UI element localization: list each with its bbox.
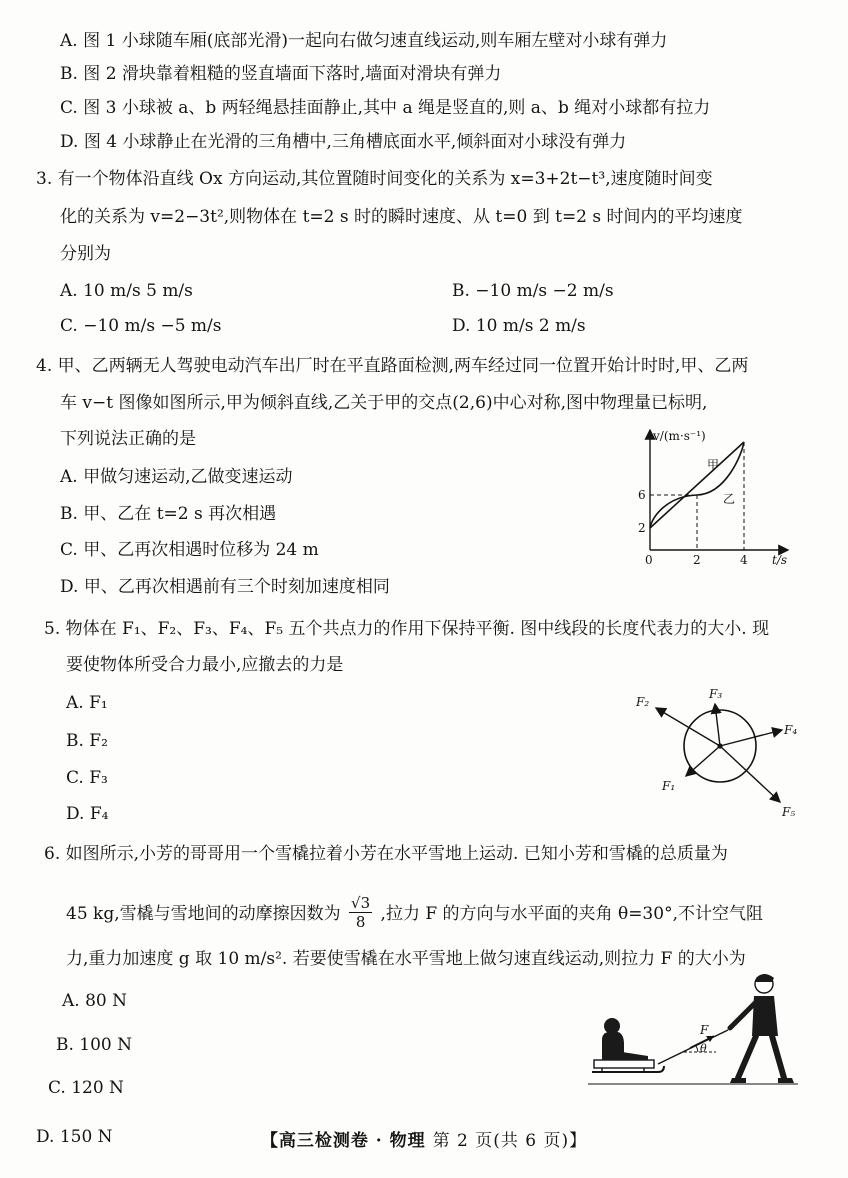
footer-page-number: 第 2 页(共 6 页)】 [432, 1131, 588, 1151]
q4-graph-origin: 0 [645, 553, 653, 565]
q5-option-d: D. F₄ [66, 804, 109, 824]
q4-graph-x-label: t/s [772, 553, 788, 565]
q4-graph-line-jia [650, 442, 744, 528]
q6-stem-line-1: 6. 如图所示,小芳的哥哥用一个雪橇拉着小芳在水平雪地上运动. 已知小芳和雪橇的总质量为 [44, 844, 728, 864]
q4-option-c: C. 甲、乙再次相遇时位移为 24 m [60, 540, 319, 560]
q6-stem-line-2-pre: 45 kg,雪橇与雪地间的动摩擦因数为 [66, 904, 341, 924]
q4-stem-line-1: 4. 甲、乙两辆无人驾驶电动汽车出厂时在平直路面检测,两车经过同一位置开始计时时,甲、乙两 [36, 356, 749, 376]
q5-force-f2 [656, 708, 720, 746]
page-footer [0, 1126, 848, 1151]
q4-graph-x-tick-2: 2 [693, 553, 701, 565]
q6-brother-leg-right [772, 1036, 784, 1078]
q5-label-f3: F₃ [709, 687, 723, 701]
q4-graph-y-label: v/(m·s⁻¹) [653, 429, 706, 443]
q6-mu-numerator: √3 [351, 894, 371, 912]
q6-brother-leg-left [738, 1036, 756, 1078]
q5-force-f4 [720, 730, 782, 746]
q5-label-f2: F₂ [636, 695, 650, 709]
q4-option-d: D. 甲、乙再次相遇前有三个时刻加速度相同 [60, 577, 390, 597]
q3-option-a: A. 10 m/s 5 m/s [60, 281, 193, 301]
q4-graph-y-tick-6: 6 [638, 488, 646, 502]
q3-option-b: B. −10 m/s −2 m/s [452, 281, 614, 301]
q4-graph-y-tick-2: 2 [638, 521, 646, 535]
q4-option-b: B. 甲、乙在 t=2 s 再次相遇 [60, 504, 277, 524]
q6-mu-denominator: 8 [355, 913, 366, 931]
q4-graph-x-tick-4: 4 [740, 553, 748, 565]
q4-option-a: A. 甲做匀速运动,乙做变速运动 [60, 467, 293, 487]
q5-label-f1: F₁ [662, 779, 676, 793]
q6-brother-arm [730, 1002, 756, 1028]
q2-option-c: C. 图 3 小球被 a、b 两轻绳悬挂面静止,其中 a 绳是竖直的,则 a、b 绳对小球都有拉力 [60, 98, 711, 118]
q4-graph-label-jia: 甲 [707, 458, 720, 472]
q6-girl-body [602, 1032, 624, 1060]
q5-option-c: C. F₃ [66, 768, 108, 788]
q3-stem-line-2: 化的关系为 v=2−3t²,则物体在 t=2 s 时的瞬时速度、从 t=0 到 t=2 s 时间内的平均速度 [60, 207, 743, 227]
q6-force-label: F [700, 1023, 709, 1037]
q4-stem-line-2: 车 v−t 图像如图所示,甲为倾斜直线,乙关于甲的交点(2,6)中心对称,图中物理量已标明, [60, 393, 708, 413]
q3-option-c: C. −10 m/s −5 m/s [60, 316, 222, 336]
q5-label-f5: F₅ [782, 805, 796, 819]
q6-sled-seat [594, 1060, 654, 1068]
q5-option-a: A. F₁ [66, 693, 108, 713]
q6-brother-hat [756, 974, 774, 982]
q6-girl-head [604, 1018, 620, 1034]
q3-stem-line-3: 分别为 [60, 244, 111, 264]
q4-stem-line-3: 下列说法正确的是 [60, 429, 196, 449]
q6-stem-line-2-post: ,拉力 F 的方向与水平面的夹角 θ=30°,不计空气阻 [380, 904, 763, 924]
q6-sled-illustration [588, 972, 800, 1094]
q6-option-c: C. 120 N [48, 1078, 124, 1098]
q2-option-d: D. 图 4 小球静止在光滑的三角槽中,三角槽底面水平,倾斜面对小球没有弹力 [60, 132, 627, 152]
q5-force-f1 [686, 746, 720, 776]
q6-option-d: D. 150 N [36, 1127, 113, 1147]
q5-force-diagram [632, 684, 812, 824]
q6-stem-line-2 [66, 896, 763, 933]
q2-option-a: A. 图 1 小球随车厢(底部光滑)一起向右做匀速直线运动,则车厢左壁对小球有弹力 [60, 31, 668, 51]
q6-angle-label: θ [700, 1042, 707, 1055]
q2-option-b: B. 图 2 滑块靠着粗糙的竖直墙面下落时,墙面对滑块有弹力 [60, 64, 502, 84]
q6-brother-shoe-right [778, 1078, 794, 1083]
q6-option-a: A. 80 N [62, 991, 127, 1011]
q5-option-b: B. F₂ [66, 731, 108, 751]
q5-stem-line-2: 要使物体所受合力最小,应撤去的力是 [66, 655, 344, 675]
q4-graph-label-yi: 乙 [723, 492, 736, 506]
q5-label-f4: F₄ [784, 723, 798, 737]
q6-girl-legs [622, 1052, 648, 1060]
footer-title: 【高三检测卷 · 物理 [260, 1131, 426, 1151]
q6-option-b: B. 100 N [56, 1035, 133, 1055]
q4-vt-graph [628, 420, 798, 565]
q5-stem-line-1: 5. 物体在 F₁、F₂、F₃、F₄、F₅ 五个共点力的作用下保持平衡. 图中线段的长度代表力的大小. 现 [44, 619, 770, 639]
q6-mu-fraction [349, 894, 372, 931]
q5-force-f5 [720, 746, 780, 802]
q6-stem-line-3: 力,重力加速度 g 取 10 m/s². 若要使雪橇在水平雪地上做匀速直线运动,则拉力 F 的大小为 [66, 949, 746, 969]
q3-stem-line-1: 3. 有一个物体沿直线 Ox 方向运动,其位置随时间变化的关系为 x=3+2t−t³,速度随时间变 [36, 169, 713, 189]
q3-option-d: D. 10 m/s 2 m/s [452, 316, 586, 336]
q6-brother-shoe-left [730, 1078, 746, 1083]
